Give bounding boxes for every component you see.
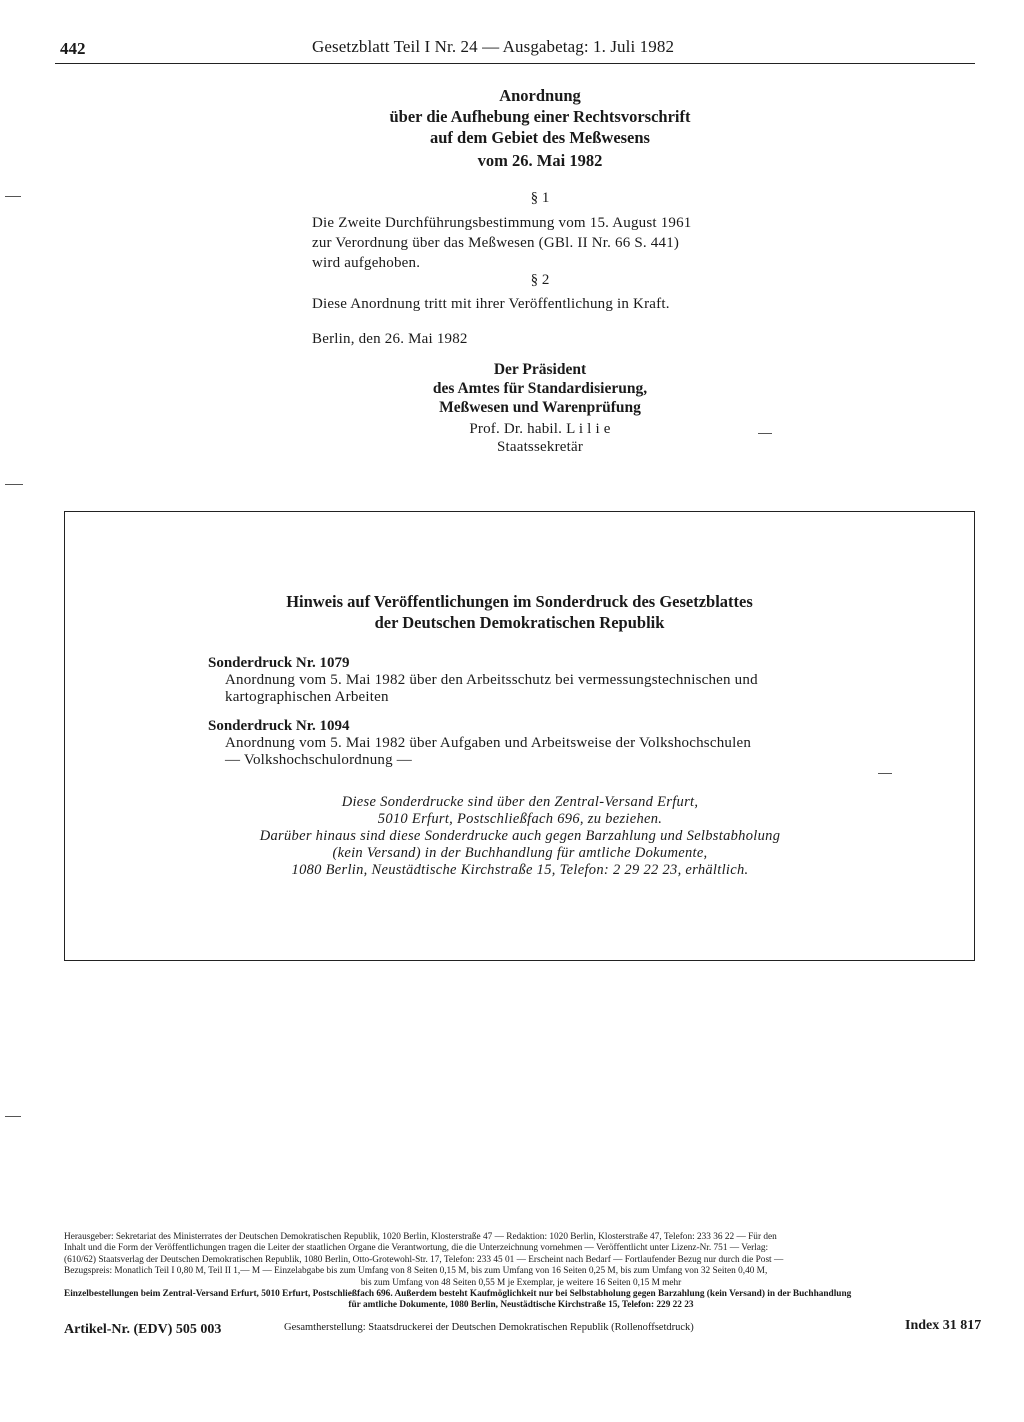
ordering-notice-line: 5010 Erfurt, Postschließfach 696, zu beziehen. [377, 811, 663, 827]
notice-box-heading [64, 591, 975, 633]
imprint-order-line: für amtliche Dokumente, 1080 Berlin, Neustädtische Kirchstraße 15, Telefon: 229 22 23 [348, 1300, 694, 1311]
index-number: Index 31 817 [905, 1318, 982, 1333]
imprint-line: Herausgeber: Sekretariat des Ministerrates der Deutschen Demokratischen Republik, 1020 Berlin, Klosterstraße 47 — Redaktion: 1020 Berlin, Klosterstraße 47, Telefon: 233 36 22 — Für den [64, 1232, 777, 1242]
signatory-title-line: Meßwesen und Warenprüfung [439, 399, 641, 416]
sonderdruck-item [208, 655, 848, 706]
imprint-line: Inhalt und die Form der Veröffentlichungen tragen die Leiter der staatlichen Organe die Verantwortung, die die Unterzeichnung vornehmen — Veröffentlicht unter Lizenz-Nr. 751 — Verlag: [64, 1243, 769, 1254]
imprint-line: (610/62) Staatsverlag der Deutschen Demokratischen Republik, 1080 Berlin, Otto-Grotewohl-Str. 17, Telefon: 233 45 01 — Erscheint nach Bedarf — Fortlaufender Bezug nur durch die Post — [64, 1254, 784, 1265]
section-1-line: wird aufgehoben. [312, 255, 421, 271]
ordering-notice-line: Diese Sonderdrucke sind über den Zentral-Versand Erfurt, [341, 794, 699, 810]
sonderdruck-line: — Volkshochschulordnung — [225, 752, 412, 768]
ordinance-title [300, 85, 780, 148]
signatory-name-block [300, 420, 780, 456]
sonderdruck-description [225, 672, 848, 706]
sonderdruck-item [208, 718, 848, 769]
margin-mark [5, 1116, 21, 1117]
ordering-notice-line: 1080 Berlin, Neustädtische Kirchstraße 15, Telefon: 2 29 22 23, erhältlich. [291, 862, 749, 878]
ordinance-title-line: Anordnung [499, 86, 581, 105]
page-number: 442 [60, 39, 86, 58]
signatory-title [300, 360, 780, 417]
notice-heading-line: Hinweis auf Veröffentlichungen im Sonderdruck des Gesetzblattes [286, 592, 753, 611]
header-rule [55, 63, 975, 64]
production-note: Gesamtherstellung: Staatsdruckerei der Deutschen Demokratischen Republik (Rollenoffsetdruck) [284, 1322, 694, 1333]
ordinance-title-line: auf dem Gebiet des Meßwesens [430, 128, 650, 147]
section-2-text [312, 294, 782, 314]
place-date: Berlin, den 26. Mai 1982 [312, 331, 468, 347]
margin-mark [5, 484, 23, 485]
article-number: Artikel-Nr. (EDV) 505 003 [64, 1322, 222, 1337]
section-sign-1: § 1 [530, 190, 550, 206]
imprint-line: bis zum Umfang von 48 Seiten 0,55 M je Exemplar, je weitere 16 Seiten 0,15 M mehr [360, 1277, 682, 1288]
imprint [64, 1232, 978, 1312]
sonderdruck-line: Anordnung vom 5. Mai 1982 über den Arbeitsschutz bei vermessungstechnischen und [225, 672, 758, 688]
ordering-notice-line: Darüber hinaus sind diese Sonderdrucke auch gegen Barzahlung und Selbstabholung [259, 828, 781, 844]
ordinance-title-line: über die Aufhebung einer Rechtsvorschrift [389, 107, 691, 126]
sonderdruck-line: kartographischen Arbeiten [225, 689, 389, 705]
imprint-order-line: Einzelbestellungen beim Zentral-Versand Erfurt, 5010 Erfurt, Postschließfach 696. Außerdem besteht Kaufmöglichkeit nur bei Selbstabholung gegen Barzahlung (kein Versand) in der Buchhandlung [64, 1289, 852, 1300]
section-1-line: zur Verordnung über das Meßwesen (GBl. II Nr. 66 S. 441) [312, 235, 680, 251]
notice-heading-line: der Deutschen Demokratischen Republik [374, 613, 665, 632]
sonderdruck-line: Anordnung vom 5. Mai 1982 über Aufgaben und Arbeitsweise der Volkshochschulen [225, 735, 752, 751]
margin-mark [878, 773, 892, 774]
running-head: Gesetzblatt Teil I Nr. 24 — Ausgabetag: 1. Juli 1982 [312, 37, 675, 56]
sonderdruck-heading: Sonderdruck Nr. 1094 [208, 718, 350, 734]
signatory-role: Staatssekretär [496, 439, 584, 455]
ordering-notice-line: (kein Versand) in der Buchhandlung für amtliche Dokumente, [332, 845, 708, 861]
margin-mark [758, 433, 772, 434]
sonderdruck-heading: Sonderdruck Nr. 1079 [208, 655, 350, 671]
signatory-title-line: Der Präsident [493, 361, 587, 378]
section-1-line: Die Zweite Durchführungsbestimmung vom 15. August 1961 [312, 215, 692, 231]
imprint-line: Bezugspreis: Monatlich Teil I 0,80 M, Teil II 1,— M — Einzelabgabe bis zum Umfang von 8 Seiten 0,15 M, bis zum Umfang von 16 Seiten 0,25 M, bis zum Umfang von 32 Seiten 0,40 M, [64, 1266, 768, 1277]
margin-mark [5, 196, 21, 197]
ordinance-date: vom 26. Mai 1982 [477, 151, 603, 170]
section-2-line: Diese Anordnung tritt mit ihrer Veröffentlichung in Kraft. [312, 296, 670, 312]
signatory-title-line: des Amtes für Standardisierung, [432, 380, 648, 397]
section-sign-2: § 2 [530, 272, 550, 288]
sonderdruck-description [225, 735, 848, 769]
section-1-text [312, 213, 782, 273]
signatory-name: Prof. Dr. habil. L i l i e [469, 421, 611, 437]
ordering-notice [120, 794, 920, 879]
